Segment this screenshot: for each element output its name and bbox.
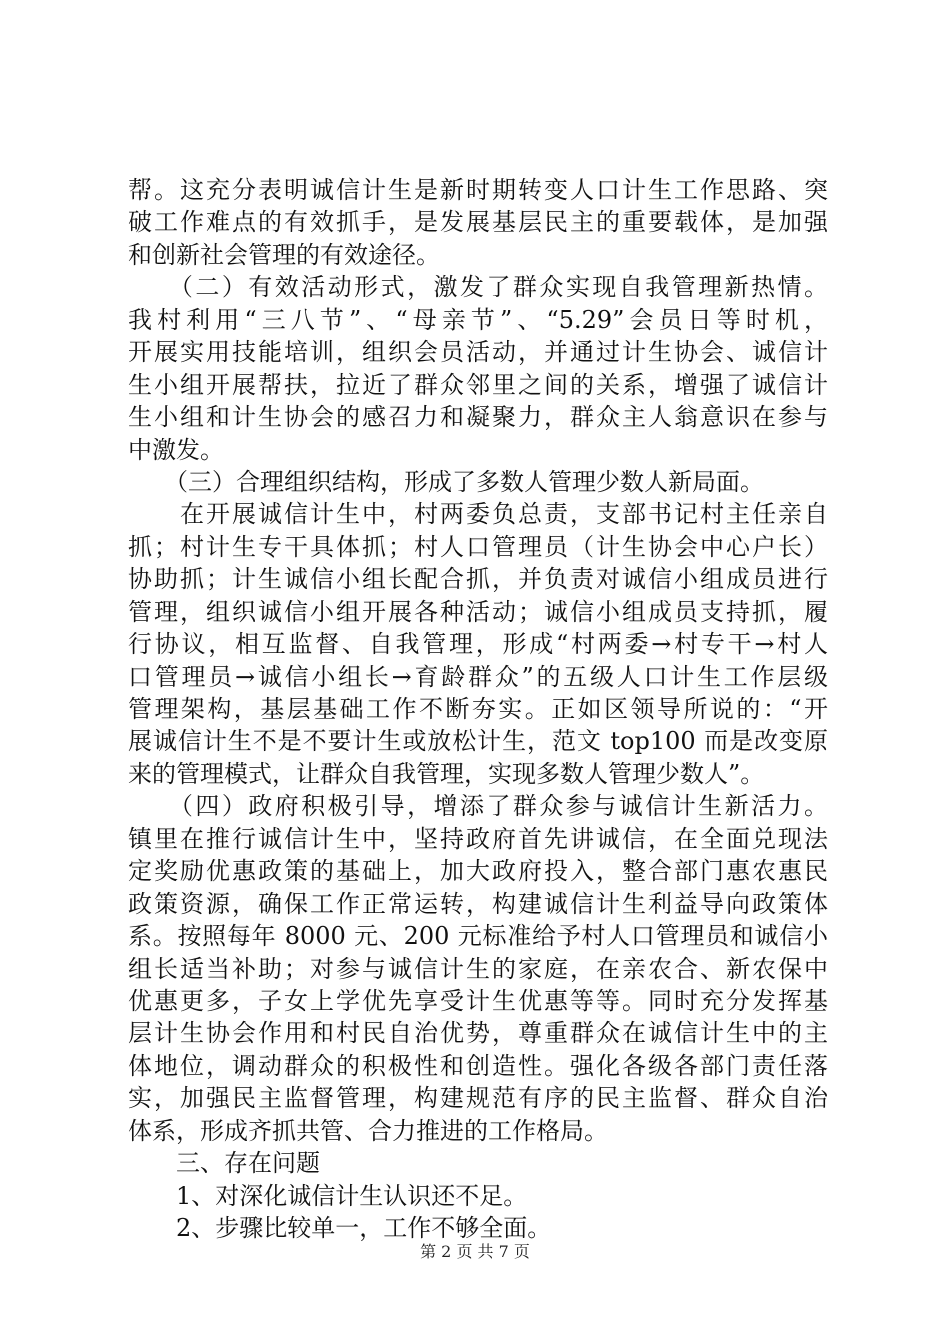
text-line: 三、存在问题 — [128, 1149, 320, 1178]
text-line: 1、对深化诚信计生认识还不足。 — [128, 1181, 528, 1210]
text-line: 展诚信计生不是不要计生或放松计生，范文 top100 而是改变原 — [128, 727, 828, 756]
text-line: 破工作难点的有效抓手，是发展基层民主的重要载体，是加强 — [128, 208, 828, 237]
text-line: 体系，形成齐抓共管、合力推进的工作格局。 — [128, 1116, 608, 1145]
text-line: （四）政府积极引导，增添了群众参与诚信计生新活力。 — [128, 792, 828, 821]
text-line: 在开展诚信计生中，村两委负总责，支部书记村主任亲自 — [128, 500, 828, 529]
text-line: 组长适当补助；对参与诚信计生的家庭，在亲农合、新农保中 — [128, 954, 828, 983]
text-line: 政策资源，确保工作正常运转，构建诚信计生利益导向政策体 — [128, 889, 828, 918]
text-line: 口管理员→诚信小组长→育龄群众”的五级人口计生工作层级 — [128, 662, 828, 691]
text-line: 优惠更多，子女上学优先享受计生优惠等等。同时充分发挥基 — [128, 986, 828, 1015]
text-line: 生小组和计生协会的感召力和凝聚力，群众主人翁意识在参与 — [128, 403, 828, 432]
text-line: （三）合理组织结构，形成了多数人管理少数人新局面。 — [128, 467, 764, 496]
text-line: 管理架构，基层基础工作不断夯实。正如区领导所说的：“开 — [128, 695, 828, 723]
text-line: 行协议，相互监督、自我管理，形成“村两委→村专干→村人 — [128, 630, 828, 659]
text-line: 和创新社会管理的有效途径。 — [128, 240, 440, 269]
page-footer: 第 2 页 共 7 页 — [420, 1242, 530, 1261]
text-line: 层计生协会作用和村民自治优势，尊重群众在诚信计生中的主 — [128, 1019, 828, 1048]
text-line: 镇里在推行诚信计生中，坚持政府首先讲诚信，在全面兑现法 — [128, 824, 828, 853]
text-line: 帮。这充分表明诚信计生是新时期转变人口计生工作思路、突 — [128, 176, 828, 204]
text-line: 定奖励优惠政策的基础上，加大政府投入，整合部门惠农惠民 — [128, 857, 828, 886]
text-line: （二）有效活动形式，激发了群众实现自我管理新热情。 — [128, 273, 828, 302]
text-line: 来的管理模式，让群众自我管理，实现多数人管理少数人”。 — [128, 759, 765, 788]
text-line: 体地位，调动群众的积极性和创造性。强化各级各部门责任落 — [128, 1051, 828, 1080]
text-line: 系。按照每年 8000 元、200 元标准给予村人口管理员和诚信小 — [128, 922, 828, 951]
text-line: 协助抓；计生诚信小组长配合抓，并负责对诚信小组成员进行 — [128, 565, 828, 594]
text-line: 中激发。 — [128, 435, 224, 464]
text-line: 抓；村计生专干具体抓；村人口管理员（计生协会中心户长） — [128, 532, 828, 561]
text-line: 实，加强民主监督管理，构建规范有序的民主监督、群众自治 — [128, 1084, 828, 1113]
text-line: 2、步骤比较单一，工作不够全面。 — [128, 1214, 552, 1242]
text-line: 我村利用“三八节”、“母亲节”、“5.29”会员日等时机， — [128, 305, 828, 334]
text-line: 生小组开展帮扶，拉近了群众邻里之间的关系，增强了诚信计 — [128, 370, 828, 399]
document-body — [128, 174, 828, 1244]
text-line: 开展实用技能培训，组织会员活动，并通过计生协会、诚信计 — [128, 338, 828, 367]
text-line: 管理，组织诚信小组开展各种活动；诚信小组成员支持抓，履 — [128, 597, 828, 626]
